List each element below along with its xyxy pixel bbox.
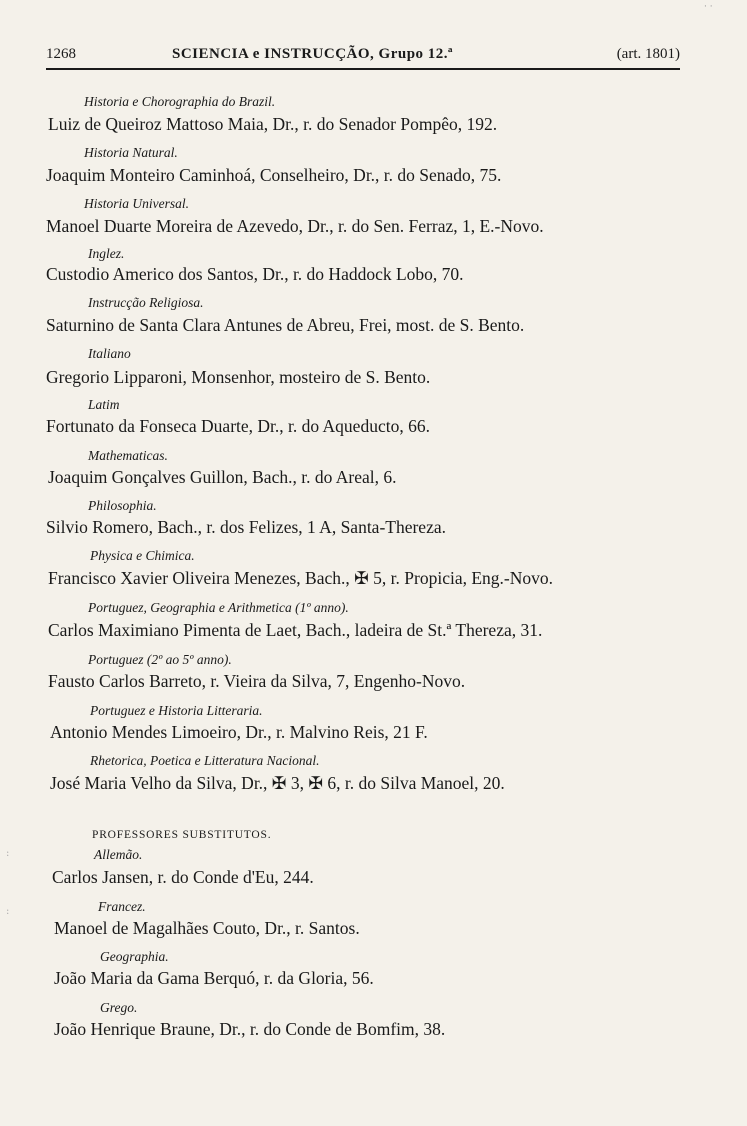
subject-label: Grego.: [100, 1000, 138, 1015]
page-number: 1268: [46, 46, 76, 62]
entry-name: Francisco Xavier Oliveira Menezes, Bach., ✠ 5, r. Propicia, Eng.-Novo.: [48, 568, 554, 588]
subject-label: Latim: [88, 397, 120, 412]
entry-block: [88, 652, 232, 672]
entry-name: Antonio Mendes Limoeiro, Dr., r. Malvino Reis, 21 F.: [50, 722, 428, 742]
subject-label: Mathematicas.: [88, 448, 168, 463]
entry-name: Silvio Romero, Bach., r. dos Felizes, 1 A, Santa-Thereza.: [46, 517, 446, 537]
entry-block: [98, 899, 146, 919]
entry-block: [90, 548, 195, 568]
entry-block: [88, 346, 131, 366]
scan-speck: :: [6, 906, 10, 917]
entry-block: [88, 600, 349, 620]
entry-name: Manoel de Magalhães Couto, Dr., r. Santos.: [54, 918, 360, 938]
subject-label: Philosophia.: [88, 498, 157, 513]
subject-label: Physica e Chimica.: [90, 548, 195, 563]
running-title: SCIENCIA e INSTRUCÇÃO, Grupo 12.ª: [172, 46, 454, 62]
entry-name: Gregorio Lipparoni, Monsenhor, mosteiro de S. Bento.: [46, 367, 431, 387]
entry-name: Manoel Duarte Moreira de Azevedo, Dr., r. do Sen. Ferraz, 1, E.-Novo.: [46, 216, 544, 236]
entry-name: João Henrique Braune, Dr., r. do Conde de Bomfim, 38.: [54, 1019, 446, 1039]
entry-name: José Maria Velho da Silva, Dr., ✠ 3, ✠ 6, r. do Silva Manoel, 20.: [50, 773, 505, 793]
entry-block: [100, 949, 169, 969]
entry-block: [84, 145, 178, 165]
page-header: [46, 44, 680, 70]
subject-label: Historia Universal.: [84, 196, 190, 211]
scan-speck: · ·: [704, 2, 713, 12]
entry-name: Carlos Maximiano Pimenta de Laet, Bach., ladeira de St.ª Thereza, 31.: [48, 620, 543, 640]
scan-speck: :: [6, 848, 10, 859]
subject-label: Inglez.: [88, 246, 125, 261]
entry-block: [88, 397, 120, 417]
subject-label: Historia Natural.: [84, 145, 178, 160]
entry-name: João Maria da Gama Berquó, r. da Gloria, 56.: [54, 968, 374, 988]
entry-block: [84, 196, 189, 216]
entry-name: Saturnino de Santa Clara Antunes de Abreu, Frei, most. de S. Bento.: [46, 315, 525, 335]
subject-label: Historia e Chorographia do Brazil.: [84, 94, 276, 109]
entry-name: Fortunato da Fonseca Duarte, Dr., r. do Aqueducto, 66.: [46, 416, 430, 436]
subject-label: Italiano: [88, 346, 131, 361]
entry-name: Fausto Carlos Barreto, r. Vieira da Silva, 7, Engenho-Novo.: [48, 671, 466, 691]
subject-label: Instrucção Religiosa.: [88, 295, 204, 310]
subject-label: Rhetorica, Poetica e Litteratura Nacional.: [90, 753, 320, 768]
entry-name: Luiz de Queiroz Mattoso Maia, Dr., r. do Senador Pompêo, 192.: [48, 114, 498, 134]
entry-block: [94, 847, 142, 867]
entry-block: [88, 295, 203, 315]
entry-block: [100, 1000, 137, 1020]
entry-block: [88, 448, 168, 468]
subject-label: Portuguez (2º ao 5º anno).: [88, 652, 232, 667]
entry-block: [88, 498, 157, 518]
entry-block: [90, 753, 319, 773]
subject-label: Francez.: [98, 899, 146, 914]
subject-label: Geographia.: [100, 949, 169, 964]
entry-block: [90, 703, 263, 723]
subject-label: Portuguez e Historia Litteraria.: [90, 703, 263, 718]
entry-name: Joaquim Gonçalves Guillon, Bach., r. do Areal, 6.: [48, 467, 397, 487]
entry-name: Custodio Americo dos Santos, Dr., r. do Haddock Lobo, 70.: [46, 264, 464, 284]
entry-name: Carlos Jansen, r. do Conde d'Eu, 244.: [52, 867, 314, 887]
subject-label: Portuguez, Geographia e Arithmetica (1º anno).: [88, 600, 349, 615]
entry-block: [88, 246, 124, 266]
subject-label: Allemão.: [94, 847, 143, 862]
section-heading: PROFESSORES SUBSTITUTOS.: [92, 829, 272, 841]
article-reference: (art. 1801): [616, 46, 680, 62]
entry-block: [84, 94, 275, 114]
entry-name: Joaquim Monteiro Caminhoá, Conselheiro, Dr., r. do Senado, 75.: [46, 165, 502, 185]
